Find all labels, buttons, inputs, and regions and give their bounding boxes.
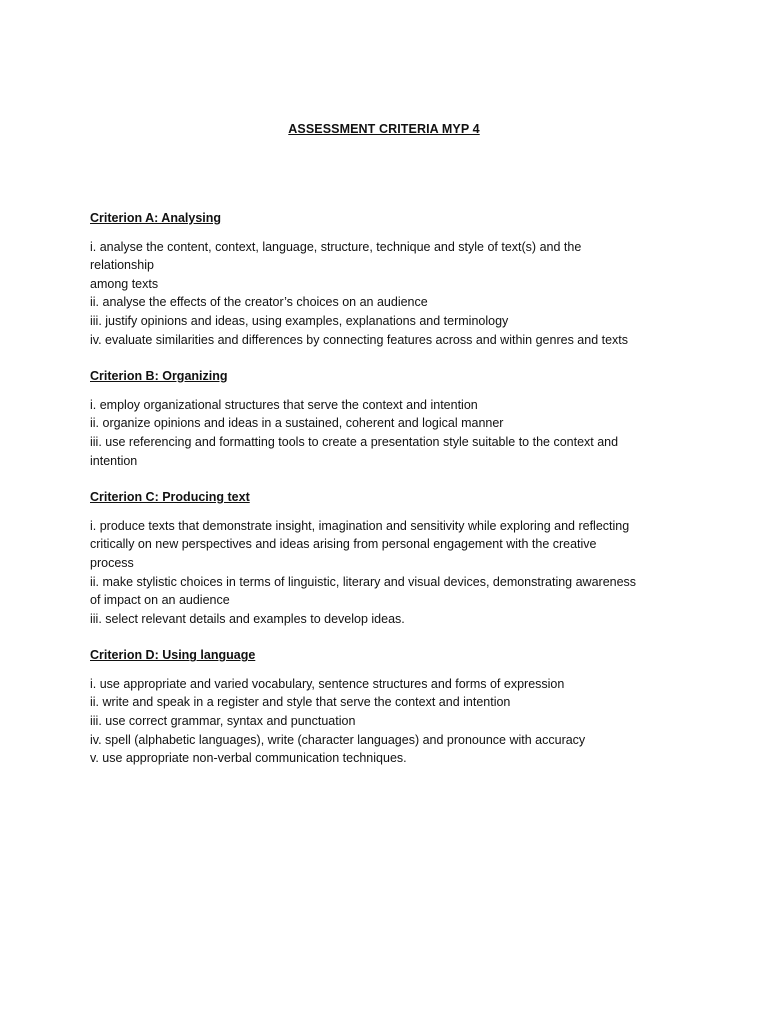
criterion-d-line: ii. write and speak in a register and style that serve the context and intention [90,695,511,710]
criterion-a-line: iv. evaluate similarities and differences by connecting features across and within genres and texts [90,332,629,347]
criterion-d-line: iii. use correct grammar, syntax and punctuation [90,714,356,729]
criterion-d-line: v. use appropriate non-verbal communication techniques. [90,751,407,766]
criterion-b-line: iii. use referencing and formatting tools to create a presentation style suitable to the context and [90,434,619,449]
criterion-b-line: ii. organize opinions and ideas in a sustained, coherent and logical manner [90,416,504,431]
criterion-c-line: i. produce texts that demonstrate insight, imagination and sensitivity while exploring and reflecting [90,518,630,533]
criterion-a-line: i. analyse the content, context, language, structure, technique and style of text(s) and the [90,239,582,254]
criterion-b-section [90,367,690,470]
criteria-list [90,209,690,768]
criterion-a-line: iii. justify opinions and ideas, using examples, explanations and terminology [90,313,509,328]
criterion-d-line: i. use appropriate and varied vocabulary, sentence structures and forms of expression [90,676,565,691]
criterion-a-heading: Criterion A: Analysing [90,211,222,225]
criterion-c-section [90,488,690,628]
criterion-b-line: intention [90,453,138,468]
criterion-a-line: ii. analyse the effects of the creator’s choices on an audience [90,295,428,310]
criterion-c-line: iii. select relevant details and examples to develop ideas. [90,611,405,626]
criterion-a-line: relationship [90,258,154,273]
criterion-b-line: i. employ organizational structures that serve the context and intention [90,397,478,412]
criterion-d-line: iv. spell (alphabetic languages), write (character languages) and pronounce with accuracy [90,732,586,747]
criterion-c-line: ii. make stylistic choices in terms of linguistic, literary and visual devices, demonstrating awareness [90,574,637,589]
criterion-c-line: process [90,555,134,570]
page-title: ASSESSMENT CRITERIA MYP 4 [288,122,480,136]
criterion-c-line: of impact on an audience [90,593,230,608]
criterion-d-heading: Criterion D: Using language [90,648,256,663]
criterion-d-section [90,646,690,768]
criterion-b-heading: Criterion B: Organizing [90,369,228,384]
criterion-a-section [90,209,690,349]
criterion-a-line: among texts [90,276,159,291]
criterion-c-line: critically on new perspectives and ideas arising from personal engagement with the creative [90,537,597,552]
criterion-c-heading: Criterion C: Producing text [90,490,250,505]
